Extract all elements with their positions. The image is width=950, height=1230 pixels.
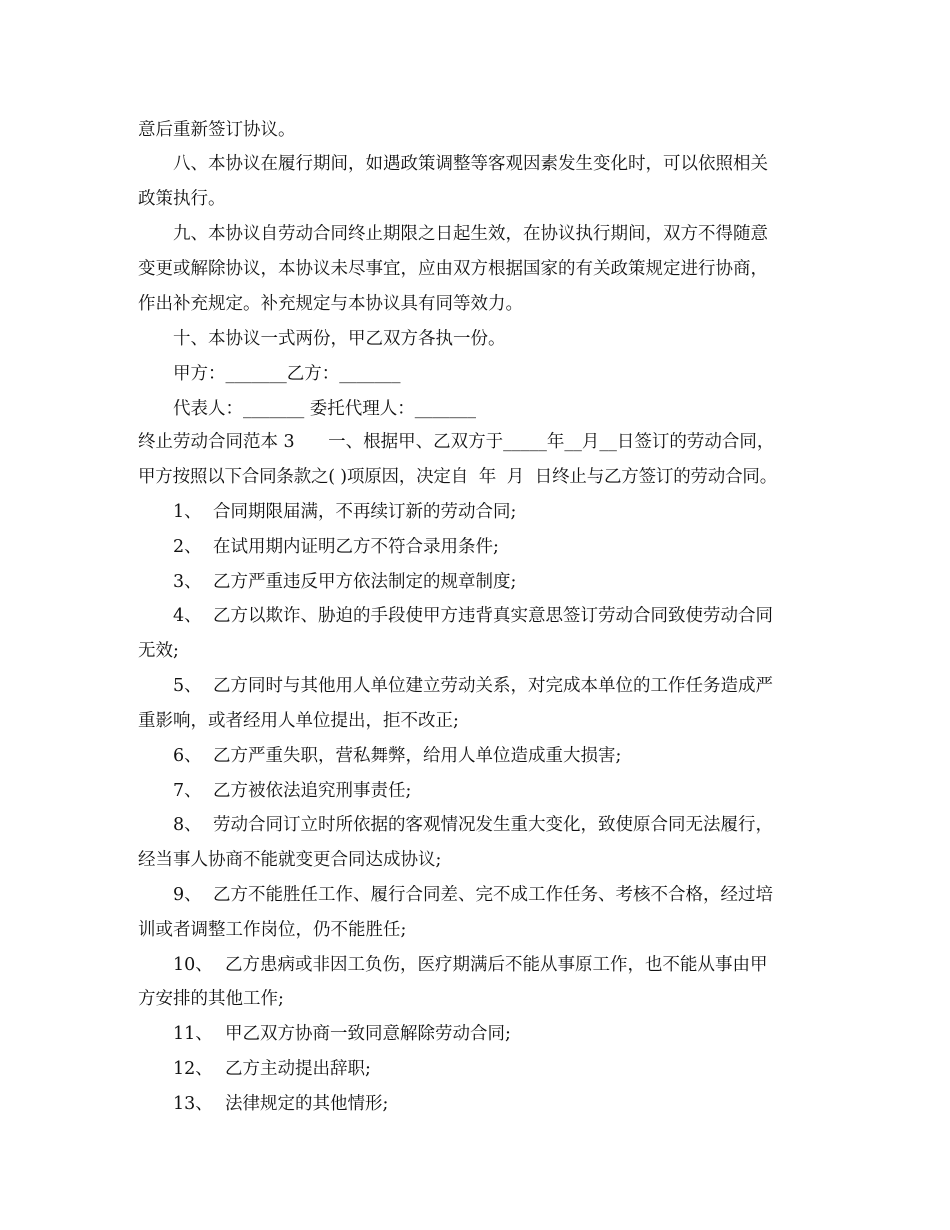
clause-10: 十、本协议一式两份，甲乙双方各执一份。: [173, 329, 506, 349]
item-text: 在试用期内证明乙方不符合录用条件;: [213, 537, 499, 557]
list-item: [173, 1092, 863, 1116]
list-item: [173, 953, 863, 977]
list-item-continuation: 经当事人协商不能就变更合同达成协议;: [138, 850, 442, 870]
item-number: 1、: [173, 502, 202, 522]
list-item-continuation: 重影响，或者经用人单位提出，拒不改正;: [138, 711, 459, 731]
clause-9: 九、本协议自劳动合同终止期限之日起生效，在协议执行期间，双方不得随意: [173, 224, 768, 244]
text-line: 政策执行。: [138, 189, 226, 209]
item-text: 劳动合同订立时所依据的客观情况发生重大变化，致使原合同无法履行，: [213, 815, 773, 835]
item-number: 13、: [173, 1094, 213, 1114]
item-text: 乙方被依法追究刑事责任;: [213, 781, 412, 801]
item-text: 乙方不能胜任工作、履行合同差、完不成工作任务、考核不合格，经过培: [213, 885, 773, 905]
item-text: 乙方患病或非因工负伤，医疗期满后不能从事原工作，也不能从事由甲: [225, 955, 768, 975]
item-number: 5、: [173, 676, 202, 696]
item-number: 12、: [173, 1059, 213, 1079]
text-line: 意后重新签订协议。: [138, 120, 296, 140]
text-line: 作出补充规定。补充规定与本协议具有同等效力。: [138, 294, 523, 314]
list-item: [173, 1057, 863, 1081]
list-item: [173, 883, 863, 907]
item-text: 甲乙双方协商一致同意解除劳动合同;: [225, 1024, 511, 1044]
list-item: [173, 500, 863, 524]
item-number: 10、: [173, 955, 213, 975]
list-item: [173, 813, 863, 837]
item-text: 乙方同时与其他用人单位建立劳动关系，对完成本单位的工作任务造成严: [213, 676, 773, 696]
list-item-continuation: 无效;: [138, 641, 179, 661]
text-line: 变更或解除协议，本协议未尽事宜，应由双方根据国家的有关政策规定进行协商，: [138, 259, 768, 279]
clause-8: 八、本协议在履行期间，如遇政策调整等客观因素发生变化时，可以依照相关: [173, 154, 768, 174]
item-text: 合同期限届满，不再续订新的劳动合同;: [213, 502, 517, 522]
section-heading-line: 终止劳动合同范本 3 一、根据甲、乙双方于_____年__月__日签订的劳动合同，: [138, 432, 775, 452]
list-item: [173, 744, 863, 768]
list-item-continuation: 训或者调整工作岗位，仍不能胜任;: [138, 920, 407, 940]
signature-representative-line: 代表人：_______ 委托代理人：_______: [173, 399, 477, 419]
text-line: 甲方按照以下合同条款之( )项原因，决定自 年 月 日终止与乙方签订的劳动合同。: [138, 467, 777, 487]
item-number: 9、: [173, 885, 202, 905]
list-item: [173, 604, 863, 628]
item-number: 2、: [173, 537, 202, 557]
list-item: [173, 779, 863, 803]
item-number: 7、: [173, 781, 202, 801]
list-item: [173, 1022, 863, 1046]
item-number: 11、: [173, 1024, 213, 1044]
signature-party-line: 甲方：_______乙方：_______: [173, 364, 401, 384]
item-text: 乙方主动提出辞职;: [225, 1059, 371, 1079]
item-text: 乙方以欺诈、胁迫的手段使甲方违背真实意思签订劳动合同致使劳动合同: [213, 606, 773, 626]
item-number: 8、: [173, 815, 202, 835]
list-item-continuation: 方安排的其他工作;: [138, 989, 284, 1009]
list-item: [173, 674, 863, 698]
item-number: 3、: [173, 572, 202, 592]
item-text: 乙方严重失职，营私舞弊，给用人单位造成重大损害;: [213, 746, 622, 766]
list-item: [173, 535, 863, 559]
item-number: 6、: [173, 746, 202, 766]
item-number: 4、: [173, 606, 202, 626]
item-text: 乙方严重违反甲方依法制定的规章制度;: [213, 572, 517, 592]
list-item: [173, 570, 863, 594]
item-text: 法律规定的其他情形;: [225, 1094, 389, 1114]
